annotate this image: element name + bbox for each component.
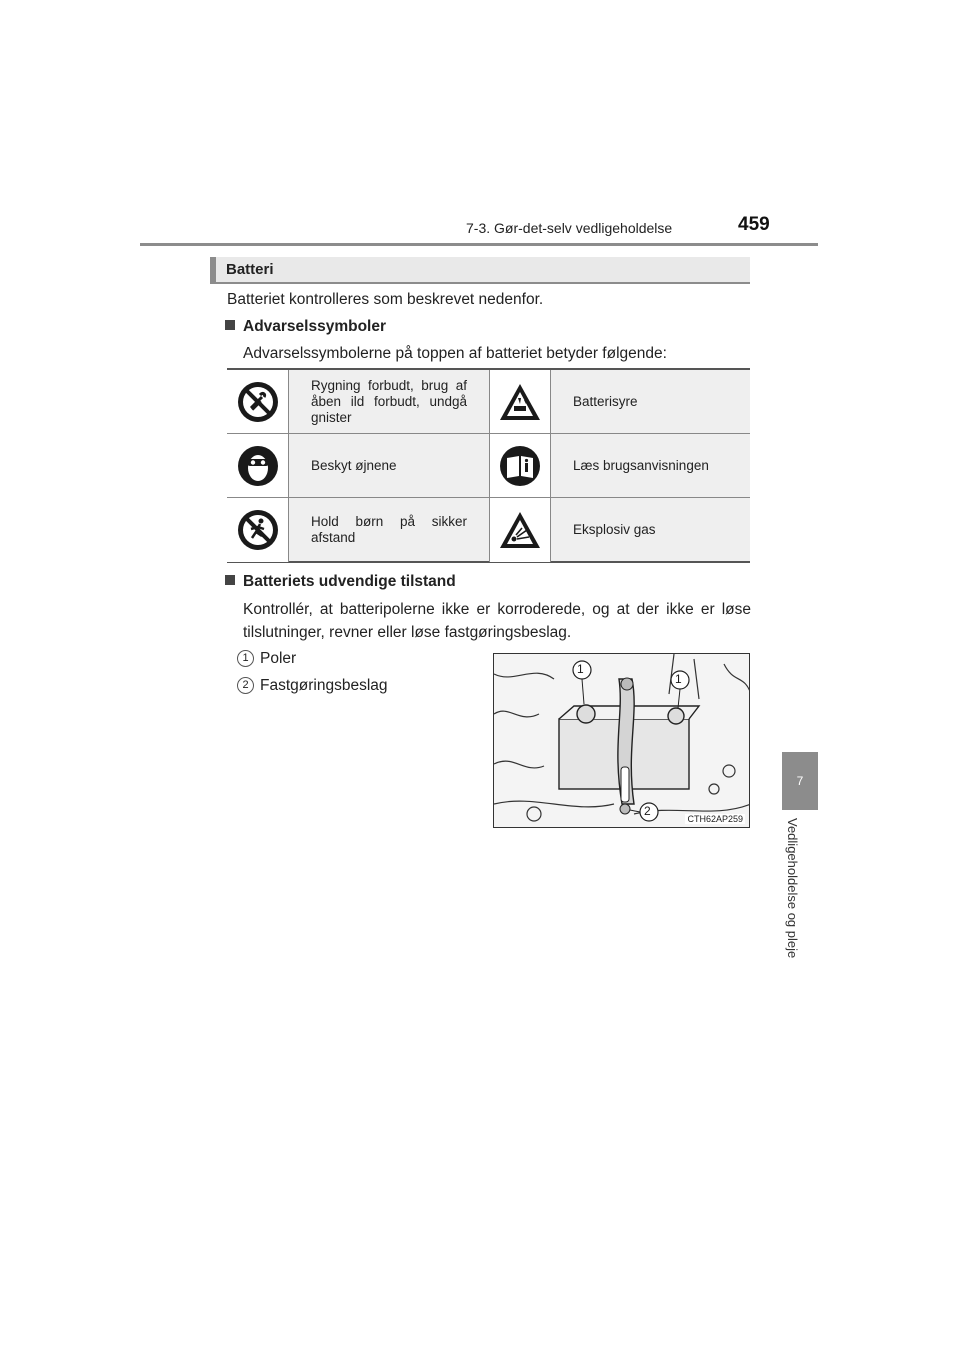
section-title-marker bbox=[210, 257, 216, 284]
bullet-square-icon bbox=[225, 575, 235, 585]
battery-figure bbox=[493, 653, 750, 828]
battery-acid-icon bbox=[489, 370, 551, 433]
section-title: Batteri bbox=[226, 261, 274, 278]
figure-code: CTH62AP259 bbox=[687, 814, 743, 824]
callouts-overlay bbox=[494, 654, 750, 828]
symbol-label bbox=[289, 498, 489, 562]
table-row bbox=[227, 370, 750, 434]
warnings-heading bbox=[225, 318, 386, 336]
section-title-bar bbox=[210, 257, 750, 284]
page-number: 459 bbox=[738, 214, 770, 235]
symbol-label bbox=[289, 370, 489, 433]
callout-1b-label: 1 bbox=[675, 672, 682, 686]
callout-2-label: 2 bbox=[644, 804, 651, 818]
section-intro: Batteriet kontrolleres som beskrevet nedenfor. bbox=[227, 291, 544, 308]
callout-number: 1 bbox=[237, 650, 254, 667]
chapter-side-label: Vedligeholdelse og pleje bbox=[785, 818, 800, 959]
symbol-label-explosive-gas: Eksplosiv gas bbox=[573, 522, 656, 537]
header-section-title: 7-3. Gør-det-selv vedligeholdelse bbox=[466, 220, 673, 236]
keep-children-away-icon bbox=[227, 498, 289, 562]
table-row bbox=[227, 434, 750, 498]
exterior-heading-text: Batteriets udvendige tilstand bbox=[243, 573, 456, 590]
bullet-square-icon bbox=[225, 320, 235, 330]
symbol-label-children: Hold børn på sikker afstand bbox=[311, 514, 467, 545]
header-rule bbox=[140, 243, 818, 246]
symbol-label-eye-protection: Beskyt øjnene bbox=[311, 457, 397, 473]
warnings-heading-text: Advarselssymboler bbox=[243, 318, 387, 335]
legend-label: Poler bbox=[260, 650, 297, 667]
eye-protection-icon bbox=[227, 434, 289, 497]
callout-number: 2 bbox=[237, 677, 254, 694]
symbol-label-no-smoking: Rygning forbudt, brug af åben ild forbudt, undgå gnister bbox=[311, 377, 467, 425]
warning-symbols-table bbox=[227, 368, 750, 563]
legend-item bbox=[237, 650, 296, 669]
no-smoking-icon bbox=[227, 370, 289, 433]
explosive-gas-icon bbox=[489, 498, 551, 562]
exterior-description: Kontrollér, at batteripolerne ikke er korroderede, og at der ikke er løse tilslutninger, revner eller løse fastgøringsbeslag. bbox=[243, 601, 751, 641]
legend-label: Fastgøringsbeslag bbox=[260, 677, 388, 694]
chapter-tab: 7 bbox=[782, 752, 818, 810]
table-row bbox=[227, 498, 750, 562]
exterior-heading bbox=[225, 573, 456, 591]
legend-item bbox=[237, 677, 388, 696]
symbol-label-read-manual: Læs brugsanvisningen bbox=[573, 457, 709, 473]
symbol-label-battery-acid: Batterisyre bbox=[573, 393, 638, 409]
warnings-description: Advarselssymbolerne på toppen af batteriet betyder følgende: bbox=[243, 345, 667, 362]
read-manual-icon bbox=[489, 434, 551, 497]
callout-1-label: 1 bbox=[577, 662, 584, 676]
